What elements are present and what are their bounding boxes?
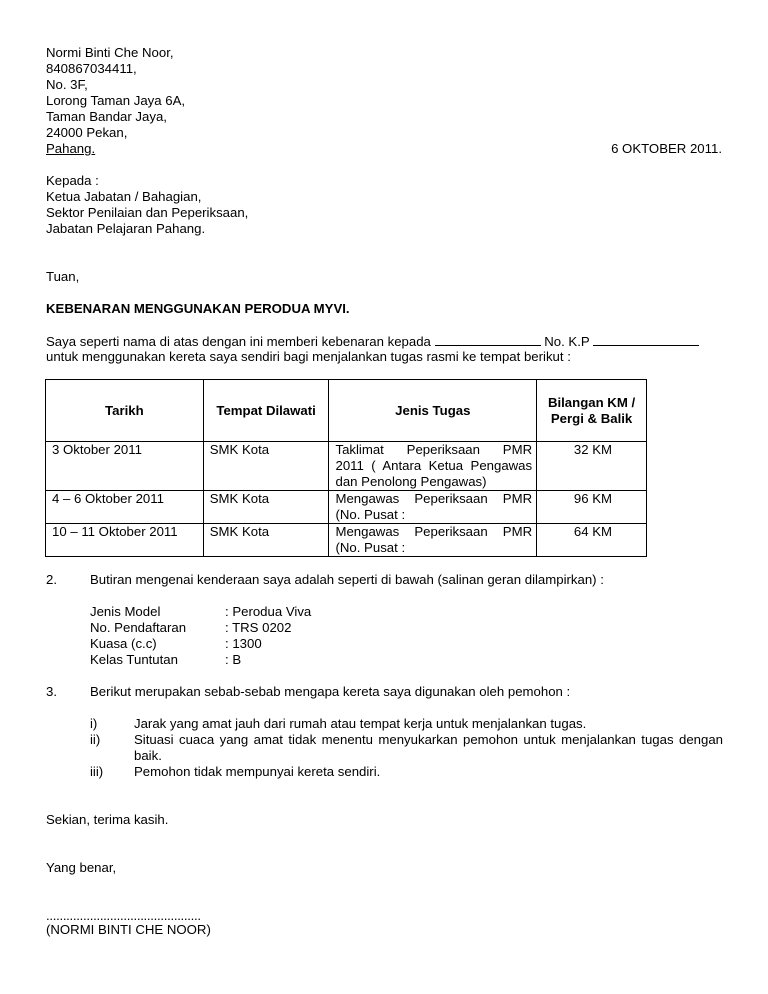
recipient-line: Sektor Penilaian dan Peperiksaan, [46, 205, 249, 220]
task-line: Mengawas Peperiksaan PMR [335, 491, 533, 506]
cell-date: 3 Oktober 2011 [46, 442, 204, 491]
header-km [537, 380, 647, 442]
cell-task [329, 442, 537, 491]
section-number: 2. [46, 572, 57, 587]
cell-place: SMK Kota [203, 524, 329, 557]
sender-ic: 840867034411, [46, 61, 137, 76]
detail-value: : B [225, 652, 242, 667]
detail-label: Jenis Model [90, 604, 161, 619]
cell-km: 32 KM [537, 442, 647, 491]
header-task: Jenis Tugas [329, 380, 537, 442]
header-date: Tarikh [46, 380, 204, 442]
sender-address-line: Lorong Taman Jaya 6A, [46, 93, 186, 108]
sender-address-state: Pahang. [46, 141, 96, 156]
sender-name: Normi Binti Che Noor, [46, 45, 174, 60]
sender-address-line: No. 3F, [46, 77, 88, 92]
table-header-row [46, 380, 647, 442]
cell-task [329, 524, 537, 557]
recipient-line: Ketua Jabatan / Bahagian, [46, 189, 202, 204]
section-number: 3. [46, 684, 57, 699]
cell-date: 10 – 11 Oktober 2011 [46, 524, 204, 557]
detail-value: : TRS 0202 [225, 620, 292, 635]
header-km-line: Pergi & Balik [550, 410, 633, 426]
table-row [46, 442, 647, 491]
reason-text: Pemohon tidak mempunyai kereta sendiri. [134, 764, 381, 779]
reason-text: Situasi cuaca yang amat tidak menentu menyukarkan pemohon untuk menjalankan tugas dengan baik. [134, 732, 723, 763]
task-line: Taklimat Peperiksaan PMR [335, 442, 533, 457]
detail-value: : 1300 [225, 636, 262, 651]
name-blank-line [435, 333, 541, 346]
section-text: Berikut merupakan sebab-sebab mengapa kereta saya digunakan oleh pemohon : [90, 684, 571, 699]
table-row [46, 524, 647, 557]
header-place: Tempat Dilawati [203, 380, 329, 442]
task-line: (No. Pusat : [335, 507, 406, 522]
task-line: dan Penolong Pengawas) [335, 474, 487, 489]
detail-value: : Perodua Viva [225, 604, 312, 619]
ic-blank-line [593, 333, 699, 346]
sender-address-line: 24000 Pekan, [46, 125, 128, 140]
cell-km: 64 KM [537, 524, 647, 557]
intro-line-1 [46, 333, 699, 350]
signature-line: .............................................. [46, 908, 201, 923]
recipient-line: Kepada : [46, 173, 99, 188]
cell-place: SMK Kota [203, 442, 329, 491]
signature-name: (NORMI BINTI CHE NOOR) [46, 922, 211, 937]
letter-date: 6 OKTOBER 2011. [611, 141, 722, 156]
table-row [46, 491, 647, 524]
sign-off: Yang benar, [46, 860, 117, 875]
detail-label: No. Pendaftaran [90, 620, 187, 635]
intro-part-1: Saya seperti nama di atas dengan ini memberi kebenaran kepada [46, 334, 431, 349]
cell-km: 96 KM [537, 491, 647, 524]
travel-table [45, 379, 647, 557]
salutation: Tuan, [46, 269, 80, 284]
task-line: Mengawas Peperiksaan PMR [335, 524, 533, 539]
reason-marker: ii) [90, 732, 101, 747]
letter-subject: KEBENARAN MENGGUNAKAN PERODUA MYVI. [46, 301, 350, 316]
cell-place: SMK Kota [203, 491, 329, 524]
intro-part-2: No. K.P [544, 334, 590, 349]
detail-label: Kuasa (c.c) [90, 636, 157, 651]
reason-marker: i) [90, 716, 98, 731]
reason-marker: iii) [90, 764, 104, 779]
closing: Sekian, terima kasih. [46, 812, 169, 827]
sender-address-line: Taman Bandar Jaya, [46, 109, 167, 124]
intro-line-2: untuk menggunakan kereta saya sendiri bagi menjalankan tugas rasmi ke tempat berikut : [46, 349, 571, 364]
reason-text: Jarak yang amat jauh dari rumah atau tempat kerja untuk menjalankan tugas. [134, 716, 587, 731]
header-km-line: Bilangan KM / [547, 394, 636, 410]
task-line: (No. Pusat : [335, 540, 406, 555]
cell-date: 4 – 6 Oktober 2011 [46, 491, 204, 524]
detail-label: Kelas Tuntutan [90, 652, 178, 667]
section-text: Butiran mengenai kenderaan saya adalah seperti di bawah (salinan geran dilampirkan) : [90, 572, 604, 587]
task-line: 2011 ( Antara Ketua Pengawas [335, 458, 533, 473]
recipient-line: Jabatan Pelajaran Pahang. [46, 221, 206, 236]
cell-task [329, 491, 537, 524]
